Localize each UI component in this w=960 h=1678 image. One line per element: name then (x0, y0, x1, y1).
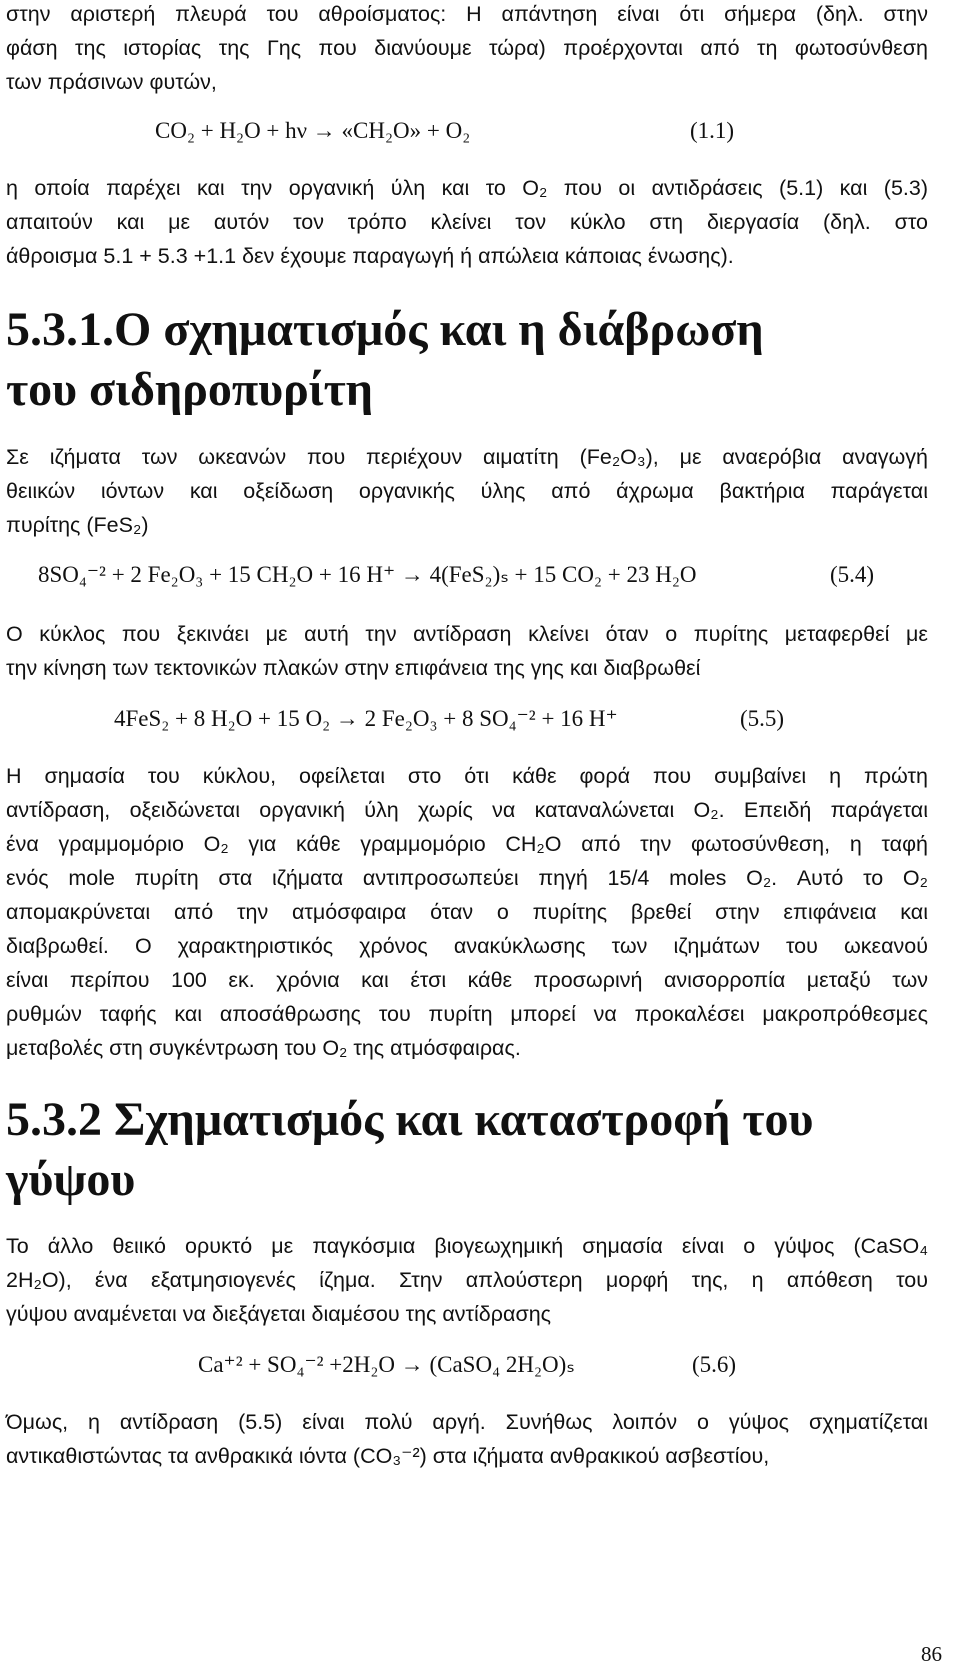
para-531-line-3: πυρίτης (FeS₂) (6, 513, 149, 537)
intro-line-2: φάση της ιστορίας της Γης που διανύουμε τώρα) προέρχονται από τη φωτοσύνθεση (6, 36, 928, 60)
section-heading-5-3-1-line2: του σιδηροπυρίτη (6, 363, 374, 416)
equation-number-5-6: (5.6) (692, 1352, 737, 1377)
para-significance-line-2: αντίδραση, οξειδώνεται οργανική ύλη χωρίς να καταναλώνεται O₂. Επειδή παράγεται (6, 798, 928, 822)
para-532-line-3: γύψου αναμένεται να διεξάγεται διαμέσου της αντίδρασης (6, 1302, 552, 1326)
equation-5-5: 4FeS₂ + 8 H₂O + 15 O₂ → 2 Fe₂O₃ + 8 SO₄⁻² + 16 H⁺ (114, 706, 618, 731)
after-eq1-line-1: η οποία παρέχει και την οργανική ύλη και το O₂ που οι αντιδράσεις (5.1) και (5.3) (6, 176, 928, 200)
para-531-line-2: θειικών ιόντων και οξείδωση οργανικής ύλης από άχρωμα βακτήρια παράγεται (6, 479, 928, 503)
equation-number-5-4: (5.4) (830, 562, 875, 587)
para-532-line-2: 2H₂O), ένα εξατμησιογενές ίζημα. Στην απλούστερη μορφή της, η απόθεση του (6, 1268, 928, 1292)
after-eq1-line-2: απαιτούν και με αυτόν τον τρόπο κλείνει τον κύκλο στη διεργασία (δηλ. στο (6, 210, 928, 234)
para-significance-line-8: ρυθμών ταφής και αποσάθρωσης του πυρίτη μπορεί να προκαλέσει μακροπρόθεσμες (6, 1002, 928, 1026)
para-last-line-2: αντικαθιστώντας τα ανθρακικά ιόντα (CO₃⁻²) στα ιζήματα ανθρακικού ασβεστίου, (6, 1444, 770, 1468)
para-cycle-line-1: Ο κύκλος που ξεκινάει με αυτή την αντίδραση κλείνει όταν ο πυρίτης μεταφερθεί με (6, 622, 928, 646)
equation-number-1-1: (1.1) (690, 118, 735, 143)
para-532-line-1: Το άλλο θειικό ορυκτό με παγκόσμια βιογεωχημική σημασία είναι ο γύψος (CaSO₄ (6, 1234, 928, 1258)
equation-5-4: 8SO₄⁻² + 2 Fe₂O₃ + 15 CH₂O + 16 H⁺ → 4(FeS₂)ₛ + 15 CO₂ + 23 H₂O (38, 562, 697, 587)
para-significance-line-7: είναι περίπου 100 εκ. χρόνια και έτσι κάθε προσωρινή ανισορροπία μεταξύ των (6, 968, 928, 992)
page-number: 86 (921, 1642, 942, 1666)
equation-1-1: CO₂ + H₂O + hν → «CH₂O» + O₂ (155, 118, 471, 143)
equation-number-5-5: (5.5) (740, 706, 785, 731)
para-significance-line-4: ενός mole πυρίτη στα ιζήματα αντιπροσωπεύει πηγή 15/4 moles O₂. Αυτό το O₂ (6, 866, 928, 890)
para-significance-line-9: μεταβολές στη συγκέντρωση του O₂ της ατμόσφαιρας. (6, 1036, 521, 1060)
section-heading-5-3-1: 5.3.1.Ο σχηματισμός και η διάβρωση (6, 303, 764, 356)
intro-line-1: στην αριστερή πλευρά του αθροίσματος: Η απάντηση είναι ότι σήμερα (δηλ. στην (6, 2, 928, 26)
para-531-line-1: Σε ιζήματα των ωκεανών που περιέχουν αιματίτη (Fe₂O₃), με αναερόβια αναγωγή (6, 445, 928, 469)
para-significance-line-5: απομακρύνεται από την ατμόσφαιρα όταν ο πυρίτης βρεθεί στην επιφάνεια και (6, 900, 928, 924)
equation-5-6: Ca⁺² + SO₄⁻² +2H₂O → (CaSO₄ 2H₂O)ₛ (198, 1352, 575, 1377)
para-cycle-line-2: την κίνηση των τεκτονικών πλακών στην επιφάνεια της γης και διαβρωθεί (6, 656, 701, 680)
para-significance-line-6: διαβρωθεί. Ο χαρακτηριστικός χρόνος ανακύκλωσης των ιζημάτων του ωκεανού (6, 934, 928, 958)
para-last-line-1: Όμως, η αντίδραση (5.5) είναι πολύ αργή. Συνήθως λοιπόν ο γύψος σχηματίζεται (6, 1410, 928, 1434)
intro-line-3: των πράσινων φυτών, (6, 70, 217, 94)
para-significance-line-1: Η σημασία του κύκλου, οφείλεται στο ότι κάθε φορά που συμβαίνει η πρώτη (6, 764, 928, 788)
section-heading-5-3-2-line2: γύψου (6, 1153, 136, 1206)
after-eq1-line-3: άθροισμα 5.1 + 5.3 +1.1 δεν έχουμε παραγωγή ή απώλεια κάποιας ένωσης). (6, 244, 734, 268)
para-significance-line-3: ένα γραμμομόριο O₂ για κάθε γραμμομόριο CH₂O από την φωτοσύνθεση, η ταφή (6, 832, 928, 856)
section-heading-5-3-2: 5.3.2 Σχηματισμός και καταστροφή του (6, 1093, 814, 1146)
